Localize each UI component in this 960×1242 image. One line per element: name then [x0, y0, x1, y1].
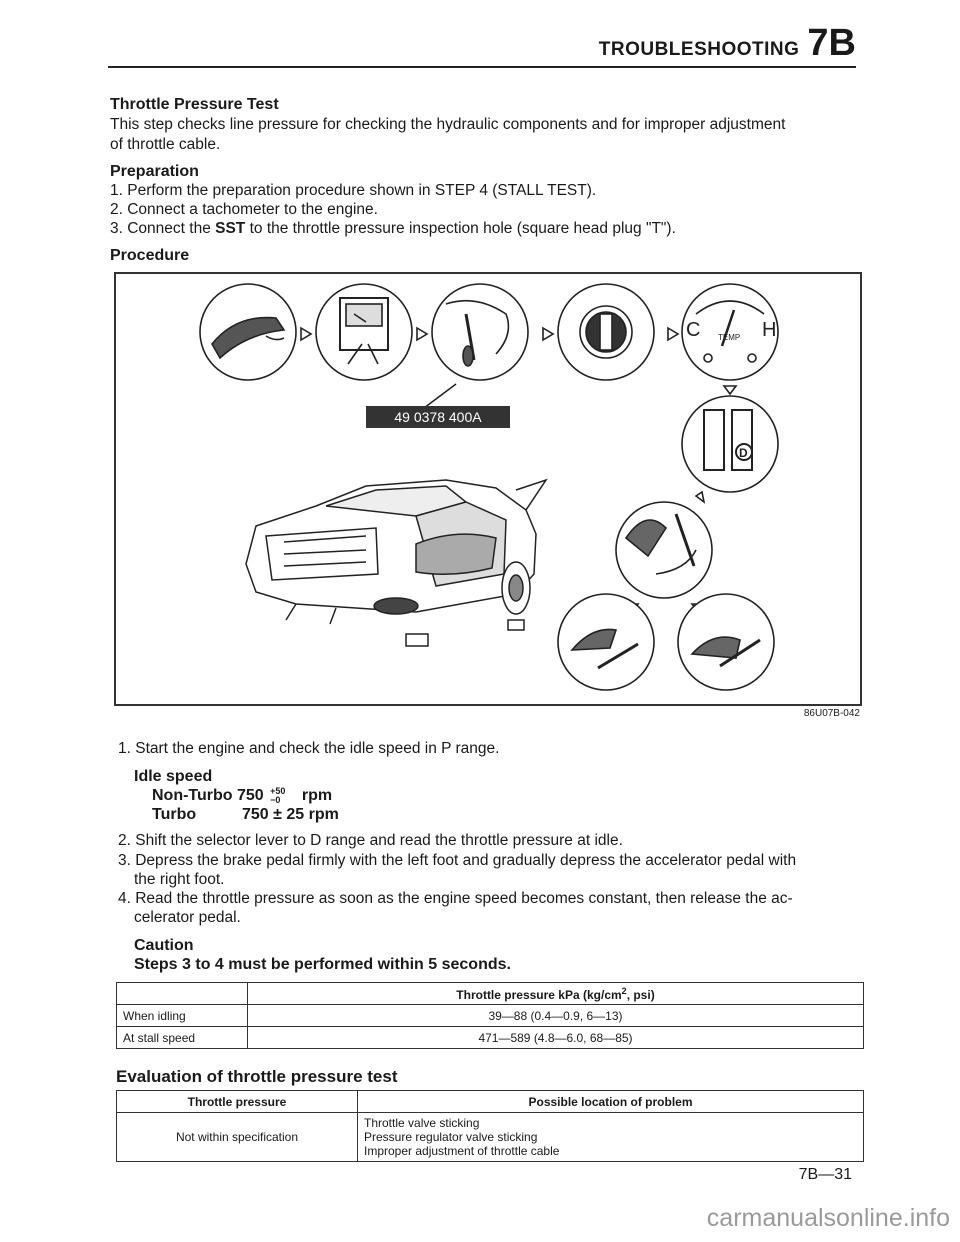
- connection-circle: [416, 284, 528, 414]
- pressure-heading-sup: 2: [621, 985, 627, 996]
- pressure-gauge-circle: [316, 284, 412, 380]
- procedure-illustration: [116, 274, 860, 704]
- pedal-press-circle-right: [678, 594, 774, 690]
- turbo-label: Turbo: [152, 806, 197, 823]
- nonturbo-unit: rpm: [301, 787, 333, 805]
- selector-d-label: D: [739, 446, 748, 460]
- evaluation-col1-header: Throttle pressure: [117, 1091, 358, 1113]
- pressure-table-corner: [117, 983, 248, 1005]
- evaluation-table-header: [117, 1091, 864, 1113]
- nonturbo-label: Non-Turbo 750: [152, 787, 264, 805]
- row-label: When idling: [117, 1005, 248, 1027]
- gauge-h-label: H: [762, 319, 777, 341]
- gauge-temp-label: TEMP: [718, 333, 741, 342]
- preparation-step-3: [110, 220, 860, 238]
- watermark: carmanualsonline.info: [706, 1204, 950, 1232]
- figure-code: 86U07B-042: [803, 708, 860, 719]
- step-3-line2: the right foot.: [134, 871, 225, 888]
- pressure-table-header: [117, 983, 864, 1005]
- step-1: 1. Start the engine and check the idle speed in P range.: [118, 740, 500, 757]
- preparation-step-3-sst: SST: [215, 220, 246, 237]
- page-header: [599, 22, 856, 65]
- step-4-line1: 4. Read the throttle pressure as soon as the engine speed becomes constant, then release the ac-: [118, 890, 793, 907]
- cause-item: Pressure regulator valve sticking: [364, 1130, 538, 1144]
- pressure-heading-b: , psi): [626, 987, 655, 1002]
- temperature-gauge-circle: [682, 284, 778, 380]
- evaluation-title: Evaluation of throttle pressure test: [116, 1067, 398, 1086]
- row-value: 39—88 (0.4—0.9, 6—13): [248, 1005, 864, 1027]
- test-intro-line2: of throttle cable.: [110, 136, 221, 153]
- page-number: 7B—31: [798, 1166, 852, 1183]
- test-title: Throttle Pressure Test: [110, 96, 279, 113]
- arrow-down-icon: [724, 386, 736, 394]
- gauge-c-label: C: [686, 319, 701, 341]
- preparation-step-3-post: to the throttle pressure inspection hole (square head plug "T").: [245, 220, 676, 237]
- pressure-spec-table: [116, 982, 864, 1049]
- header-section-number: 7B: [807, 22, 856, 64]
- pedal-press-circle-left: [558, 594, 654, 690]
- evaluation-col2-header: Possible location of problem: [358, 1091, 864, 1113]
- arrow-right-icon: [301, 328, 311, 340]
- arrow-right-icon: [668, 328, 678, 340]
- header-title: TROUBLESHOOTING: [598, 39, 800, 60]
- caution-text: Steps 3 to 4 must be performed within 5 seconds.: [134, 956, 511, 973]
- preparation-step-2: 2. Connect a tachometer to the engine.: [110, 201, 378, 218]
- procedure-figure: [114, 272, 862, 706]
- cause-item: Improper adjustment of throttle cable: [364, 1144, 560, 1158]
- arrow-right-icon: [417, 328, 427, 340]
- nonturbo-minus: −0: [270, 795, 281, 805]
- procedure-title: Procedure: [110, 247, 190, 264]
- sst-tool-label: [366, 406, 510, 428]
- sst-tool-number: 49 0378 400A: [394, 409, 482, 425]
- table-row: [117, 1113, 864, 1162]
- ignition-switch-circle: [558, 284, 654, 380]
- car-illustration: [246, 480, 546, 646]
- header-rule: [108, 66, 856, 68]
- selector-lever-circle: [682, 396, 778, 492]
- pressure-heading-a: Throttle pressure kPa (kg/cm: [456, 987, 622, 1002]
- row-value: 471—589 (4.8—6.0, 68—85): [248, 1027, 864, 1049]
- row-label: At stall speed: [117, 1027, 248, 1049]
- brake-accelerator-circle: [616, 502, 712, 598]
- cause-item: Throttle valve sticking: [364, 1116, 480, 1130]
- evaluation-causes: [358, 1113, 864, 1162]
- table-row: [117, 1005, 864, 1027]
- nonturbo-tolerance: [270, 787, 285, 805]
- preparation-step-3-pre: 3. Connect the: [110, 220, 216, 237]
- nonturbo-spec: [152, 787, 860, 805]
- turbo-spec: [152, 806, 860, 824]
- test-intro-line1: This step checks line pressure for checking the hydraulic components and for improper adjustment: [110, 116, 786, 133]
- arrow-right-icon: [543, 328, 553, 340]
- caution-title: Caution: [134, 937, 194, 954]
- step-2: 2. Shift the selector lever to D range and read the throttle pressure at idle.: [118, 832, 623, 849]
- nonturbo-plus: +50: [270, 786, 286, 796]
- preparation-step-1: 1. Perform the preparation procedure shown in STEP 4 (STALL TEST).: [110, 182, 597, 199]
- evaluation-table: [116, 1090, 864, 1162]
- evaluation-condition: Not within specification: [117, 1113, 358, 1162]
- arrow-down-left-icon: [696, 492, 704, 502]
- hand-cable-circle: [200, 284, 296, 380]
- step-3-line1: 3. Depress the brake pedal firmly with the left foot and gradually depress the accelerator pedal with: [118, 852, 797, 869]
- idle-speed-title: Idle speed: [134, 768, 213, 785]
- step-4-line2: celerator pedal.: [134, 909, 241, 926]
- preparation-title: Preparation: [110, 163, 199, 180]
- turbo-value: 750 ± 25 rpm: [242, 806, 339, 823]
- table-row: [117, 1027, 864, 1049]
- pressure-table-heading: [248, 983, 864, 1005]
